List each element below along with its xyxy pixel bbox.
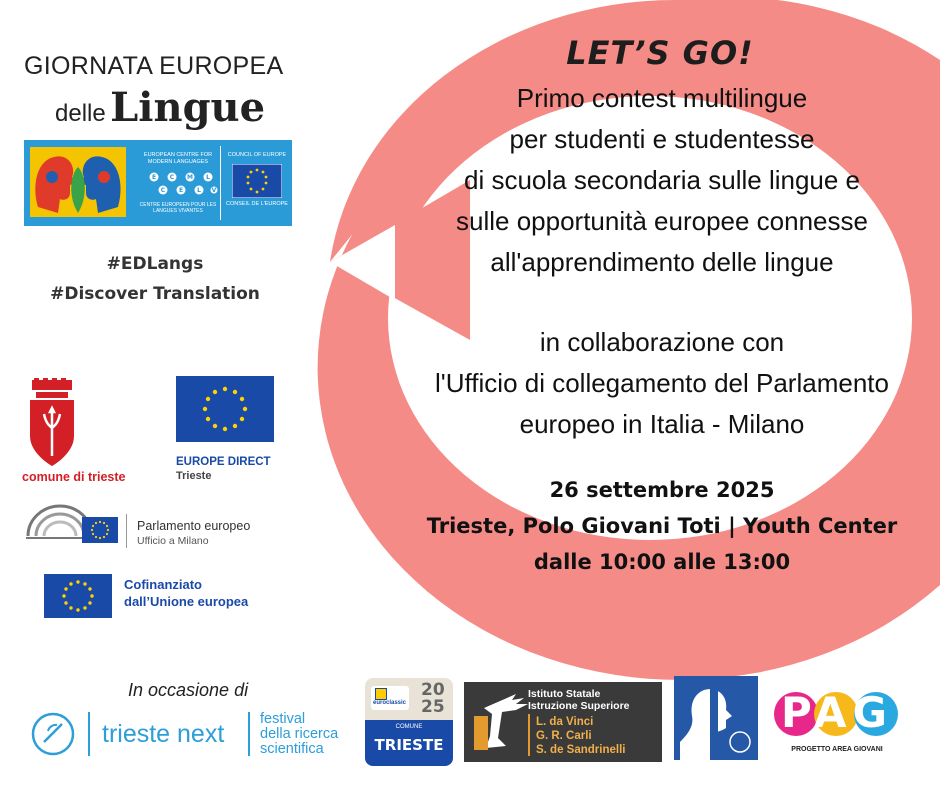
parlamento-office: Ufficio a Milano <box>137 535 209 547</box>
event-date: 26 settembre 2025 <box>549 478 775 502</box>
faces-icon <box>30 147 126 217</box>
cofinanziato-line1: Cofinanziato <box>124 577 202 592</box>
iss-schools <box>536 715 625 757</box>
europe-direct-city: Trieste <box>176 470 212 482</box>
ecml-letter: L <box>206 174 210 181</box>
description-line: all'apprendimento delle lingue <box>490 247 834 277</box>
hashtag-edlangs: #EDLangs <box>106 254 204 274</box>
eu-flag-cofunded-icon <box>44 574 112 618</box>
ecml-letter: V <box>211 187 217 194</box>
festival-line: della ricerca <box>260 726 339 742</box>
parlamento-title: Parlamento europeo <box>137 519 251 533</box>
divider <box>126 514 127 548</box>
contest-description <box>392 78 932 283</box>
occasione-label: In occasione di <box>128 680 249 700</box>
collaboration-text <box>392 322 932 445</box>
iss-title-line: Istituto Statale <box>528 688 601 700</box>
ecml-text: EUROPEAN CENTRE FOR MODERN LANGUAGES <box>143 152 213 165</box>
coe-stars-icon <box>232 164 282 198</box>
collab-line: europeo in Italia - Milano <box>519 409 805 439</box>
hashtag-discover-translation: #Discover Translation <box>50 284 260 304</box>
comune-small: COMUNE <box>395 724 423 730</box>
winged-foot-icon <box>472 690 532 754</box>
euroclassic-icon <box>375 688 387 700</box>
cofinanziato-line2: dall’Unione europea <box>124 594 249 609</box>
divider <box>220 146 221 220</box>
comune-di-trieste-label: comune di trieste <box>22 470 126 484</box>
gel-title: GIORNATA EUROPEA <box>24 52 284 80</box>
divider <box>88 712 90 756</box>
lets-go-heading: LET’S GO! <box>566 34 754 72</box>
school-name: G. R. Carli <box>536 730 592 742</box>
pag-label: PAG <box>781 688 893 737</box>
ecml-letter: E <box>178 187 184 194</box>
eu-flag-small-icon <box>82 517 118 543</box>
ecml-letter: E <box>151 174 157 181</box>
event-details <box>392 472 932 580</box>
school-profile-logo <box>674 676 758 760</box>
school-name: L. da Vinci <box>536 716 594 728</box>
trieste-next-icon <box>30 711 76 757</box>
iss-logo <box>464 682 662 762</box>
festival-label <box>260 712 338 757</box>
collab-line: l'Ufficio di collegamento del Parlamento <box>435 368 889 398</box>
iss-title <box>528 688 630 712</box>
divider <box>528 714 530 756</box>
euroclassic-logo <box>365 678 453 766</box>
gel-subtitle <box>55 84 295 131</box>
coe-label-fr: CONSEIL DE L'EUROPE <box>226 201 288 207</box>
description-line: sulle opportunità europee connesse <box>456 206 868 236</box>
eu-flag-icon <box>176 376 274 442</box>
euroclassic-year <box>421 682 445 716</box>
euroclassic-label: euroclassic <box>373 700 407 706</box>
year-part: 20 <box>421 680 445 700</box>
europe-direct-label <box>176 455 271 483</box>
trieste-next-label: trieste next <box>102 720 225 748</box>
event-time: dalle 10:00 alle 13:00 <box>533 550 791 574</box>
gel-big-word: Lingue <box>110 84 266 131</box>
ecml-text-fr: CENTRE EUROPEEN POUR LES LANGUES VIVANTES <box>139 202 217 214</box>
parlamento-label <box>137 519 250 549</box>
ecml-letter: C <box>169 174 175 181</box>
divider <box>248 712 250 756</box>
ecml-letter: M <box>187 174 193 181</box>
school-name: S. de Sandrinelli <box>536 744 626 756</box>
pag-subtitle: PROGETTO AREA GIOVANI <box>791 746 883 753</box>
description-line: Primo contest multilingue <box>516 83 808 113</box>
ecml-letter-circles <box>148 170 218 198</box>
ecml-letter: C <box>160 187 166 194</box>
pag-logo <box>774 684 900 760</box>
trieste-shield-icon <box>28 378 76 468</box>
coe-label-en: COUNCIL OF EUROPE <box>227 152 287 158</box>
gel-small-word: delle <box>55 100 106 127</box>
ecml-letter: L <box>197 187 201 194</box>
description-line: per studenti e studentesse <box>509 124 815 154</box>
trieste-label: TRIESTE <box>374 736 444 754</box>
iss-title-line: Istruzione Superiore <box>528 700 630 712</box>
festival-line: festival <box>260 711 306 727</box>
collab-line: in collaborazione con <box>539 327 785 357</box>
event-place: Trieste, Polo Giovani Toti | Youth Center <box>426 514 898 538</box>
description-line: di scuola secondaria sulle lingue e <box>463 165 861 195</box>
cofinanziato-label <box>124 576 248 610</box>
europe-direct-title: EUROPE DIRECT <box>176 456 271 468</box>
year-part: 25 <box>421 697 445 717</box>
festival-line: scientifica <box>260 741 324 757</box>
